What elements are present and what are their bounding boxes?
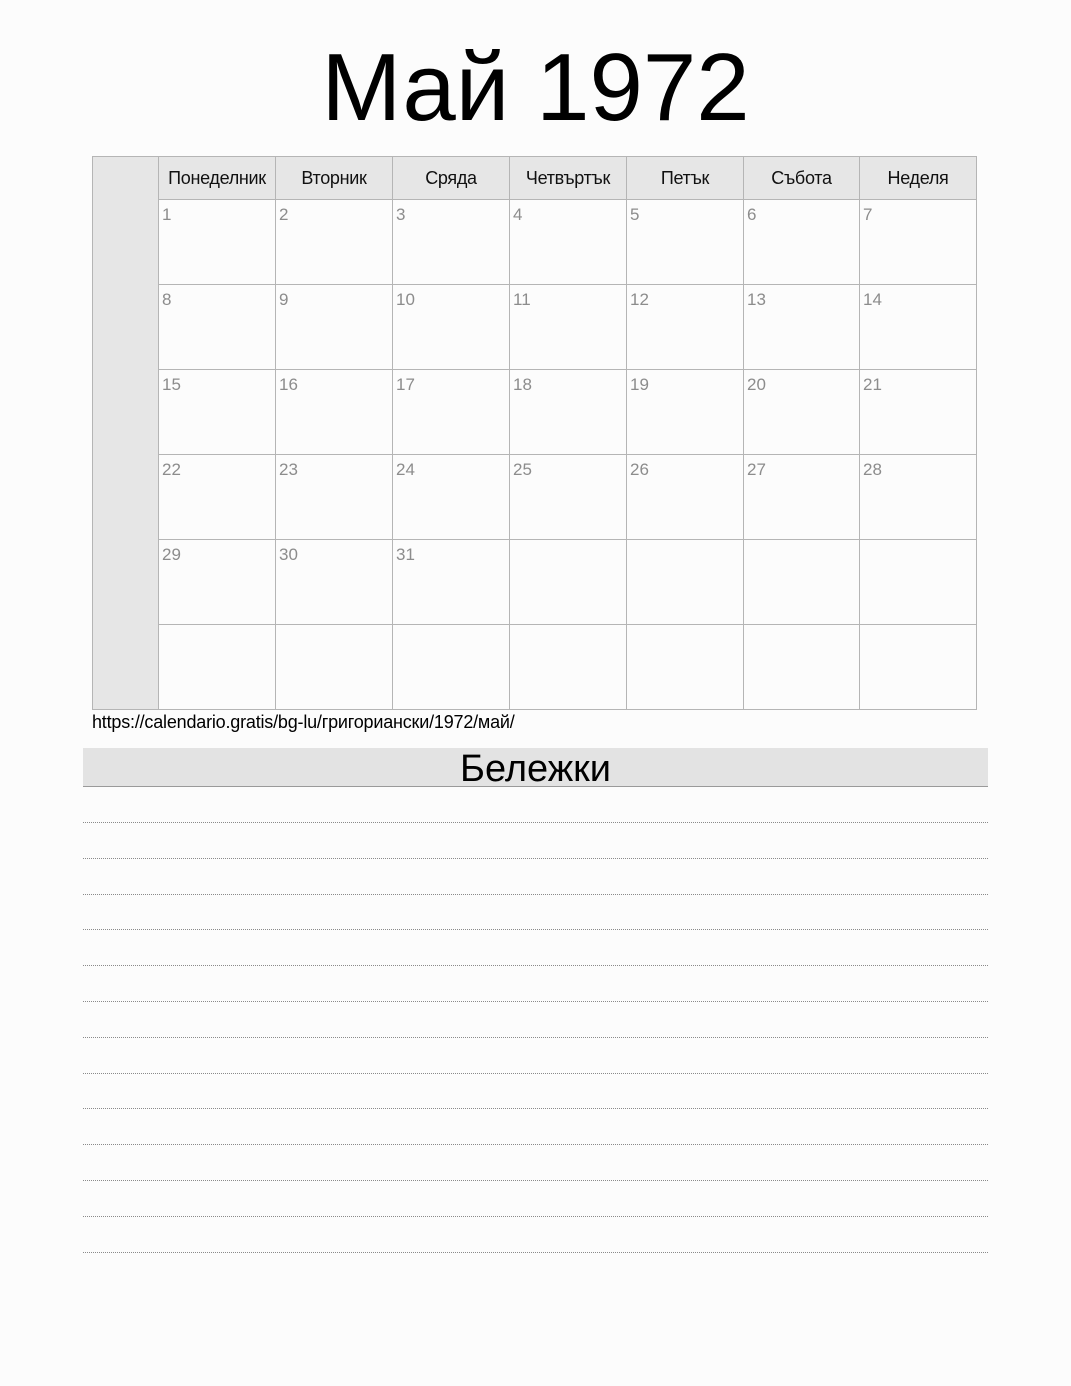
day-cell[interactable] [744,285,860,370]
note-line[interactable] [83,1180,988,1181]
day-cell[interactable] [860,625,976,710]
day-number: 21 [863,375,882,394]
day-cell[interactable] [276,455,393,540]
note-line[interactable] [83,1144,988,1145]
note-line[interactable] [83,1001,988,1002]
weekday-header: Четвъртък [510,157,627,200]
day-cell[interactable] [159,455,276,540]
day-number: 10 [396,290,415,309]
day-number: 1 [162,205,172,224]
note-line[interactable] [83,1216,988,1217]
day-cell[interactable] [744,200,860,285]
day-cell[interactable] [159,285,276,370]
day-cell[interactable] [860,370,976,455]
day-number: 18 [513,375,532,394]
day-number: 24 [396,460,415,479]
calendar-grid [159,157,976,709]
week-number-column [93,157,159,709]
day-number: 12 [630,290,649,309]
notes-heading: Бележки [83,748,988,787]
day-cell[interactable] [744,540,860,625]
day-cell[interactable] [393,455,510,540]
day-number: 4 [513,205,523,224]
note-line[interactable] [83,1252,988,1253]
calendar-title: Май 1972 [321,34,750,141]
day-number: 30 [279,545,298,564]
day-number: 3 [396,205,406,224]
day-cell[interactable] [276,370,393,455]
weekday-header: Вторник [276,157,393,200]
note-line[interactable] [83,1037,988,1038]
day-number: 23 [279,460,298,479]
day-cell[interactable] [627,455,744,540]
day-number: 15 [162,375,181,394]
day-number: 6 [747,205,757,224]
day-cell[interactable] [627,285,744,370]
day-cell[interactable] [860,200,976,285]
weekday-header: Неделя [860,157,976,200]
note-line[interactable] [83,1073,988,1074]
day-cell[interactable] [860,540,976,625]
day-cell[interactable] [627,370,744,455]
day-cell[interactable] [627,540,744,625]
weekday-header: Понеделник [159,157,276,200]
note-line[interactable] [83,894,988,895]
note-line[interactable] [83,929,988,930]
day-cell[interactable] [276,285,393,370]
day-cell[interactable] [393,370,510,455]
day-cell[interactable] [860,285,976,370]
day-number: 29 [162,545,181,564]
day-number: 14 [863,290,882,309]
day-cell[interactable] [393,285,510,370]
day-number: 19 [630,375,649,394]
note-line[interactable] [83,858,988,859]
day-number: 26 [630,460,649,479]
day-number: 7 [863,205,873,224]
day-cell[interactable] [159,370,276,455]
month-calendar [92,156,977,710]
day-cell[interactable] [159,200,276,285]
day-cell[interactable] [510,455,627,540]
day-cell[interactable] [276,200,393,285]
weekday-header: Сряда [393,157,510,200]
day-cell[interactable] [393,625,510,710]
day-cell[interactable] [393,200,510,285]
day-number: 5 [630,205,640,224]
day-cell[interactable] [510,285,627,370]
day-cell[interactable] [510,625,627,710]
weekday-header: Събота [744,157,860,200]
day-cell[interactable] [159,625,276,710]
day-cell[interactable] [510,200,627,285]
source-url[interactable]: https://calendario.gratis/bg-lu/григориански/1972/май/ [92,712,515,732]
day-cell[interactable] [510,540,627,625]
day-cell[interactable] [159,540,276,625]
note-line[interactable] [83,1108,988,1109]
day-cell[interactable] [860,455,976,540]
day-cell[interactable] [276,625,393,710]
day-number: 25 [513,460,532,479]
day-cell[interactable] [744,625,860,710]
day-cell[interactable] [744,455,860,540]
note-line[interactable] [83,822,988,823]
note-line[interactable] [83,965,988,966]
day-number: 20 [747,375,766,394]
day-cell[interactable] [510,370,627,455]
day-number: 2 [279,205,289,224]
day-number: 22 [162,460,181,479]
day-cell[interactable] [627,200,744,285]
day-number: 8 [162,290,172,309]
day-number: 11 [513,290,531,309]
day-number: 27 [747,460,766,479]
day-number: 31 [396,545,415,564]
day-number: 13 [747,290,766,309]
day-number: 16 [279,375,298,394]
day-cell[interactable] [393,540,510,625]
day-number: 9 [279,290,289,309]
day-cell[interactable] [276,540,393,625]
day-number: 28 [863,460,882,479]
day-cell[interactable] [744,370,860,455]
day-number: 17 [396,375,415,394]
weekday-header: Петък [627,157,744,200]
day-cell[interactable] [627,625,744,710]
